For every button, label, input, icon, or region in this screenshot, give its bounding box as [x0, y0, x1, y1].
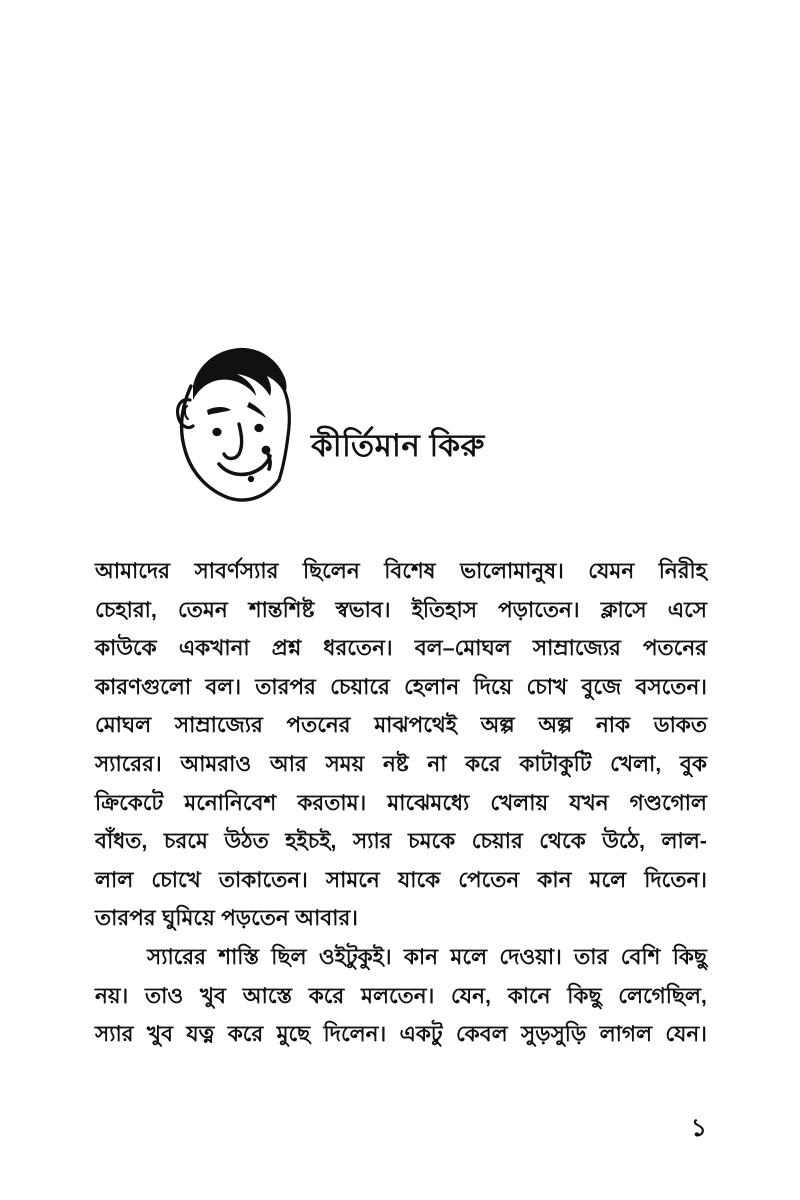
text-word: পড়তেন — [221, 906, 289, 931]
text-word: বল। — [205, 674, 242, 699]
text-word: মাঝেমধ্যে — [387, 790, 470, 815]
text-word: বিশেষ — [384, 559, 436, 583]
text-word: কাটাকুটি — [519, 751, 592, 776]
text-word: প্রশ্ন — [271, 636, 302, 661]
text-word: গণ্ডগোল — [629, 790, 707, 815]
text-word: চেয়ার — [471, 829, 523, 854]
text-word: ক্রিকেটে — [95, 790, 164, 815]
text-word: দিতেন। — [644, 867, 707, 892]
text-word: তারপর — [255, 674, 316, 699]
text-word: তেমন — [178, 597, 228, 622]
text-word: মলে — [450, 944, 487, 969]
text-word: করে — [308, 983, 345, 1008]
text-word: মলতেন। — [361, 983, 435, 1008]
text-word: চোখ — [526, 674, 568, 699]
text-word: শাস্তি — [218, 944, 259, 969]
text-line — [95, 977, 707, 1016]
text-word: নষ্ট — [382, 751, 409, 776]
text-word: কেবল — [455, 1022, 508, 1047]
text-line — [95, 591, 707, 630]
text-line — [95, 668, 707, 707]
text-word: থেকে — [539, 829, 586, 854]
text-word: কাউকে — [95, 636, 157, 661]
text-word: লাল- — [661, 829, 707, 854]
text-word: বাঁধত, — [95, 829, 148, 854]
text-word: সময় — [325, 751, 365, 776]
text-word: বসতেন। — [635, 674, 707, 699]
text-word: স্যারের। — [95, 751, 162, 776]
text-word: যেন, — [451, 983, 491, 1008]
text-word: কিছু — [672, 944, 707, 969]
text-word: ছিলেন — [302, 559, 360, 583]
text-word: কান — [403, 944, 438, 969]
text-word: করে — [227, 1022, 264, 1047]
text-word: শান্তশিষ্ট — [248, 597, 315, 622]
text-word: খেলা, — [610, 751, 662, 776]
text-word: পেতেন — [458, 867, 520, 892]
text-word: চমকে — [408, 829, 456, 854]
text-word: পড়াতেন। — [498, 597, 580, 622]
text-word: চরমে — [163, 829, 208, 854]
text-word: মনোনিবেশ — [184, 790, 277, 815]
text-word: চেহারা, — [95, 597, 157, 622]
text-word: না — [427, 751, 447, 776]
text-word: তাকাতেন। — [218, 867, 308, 892]
text-word: পতনের — [286, 713, 351, 738]
text-word: তাও — [144, 983, 184, 1008]
text-word: সামনে — [325, 867, 380, 892]
text-word: বেশি — [620, 944, 661, 969]
text-word: ওইটুকুই। — [318, 944, 392, 969]
text-word: ক্লাসে — [600, 597, 647, 622]
text-word: বুজে — [581, 674, 622, 699]
text-word: যেন। — [665, 1022, 707, 1047]
text-word: করে — [465, 751, 501, 776]
text-word: নাক — [595, 713, 631, 738]
text-word: মুছে — [276, 1022, 311, 1047]
text-line — [95, 745, 707, 784]
text-word: তারপর — [95, 906, 156, 931]
text-word: স্যারের — [147, 944, 206, 969]
text-word: হইচই, — [285, 829, 337, 854]
text-word: নিরীহ — [658, 559, 707, 583]
text-word: ছিল — [271, 944, 307, 969]
text-word: আস্তে — [242, 983, 292, 1008]
text-word: এসে — [667, 597, 707, 622]
text-word: পতনের — [642, 636, 707, 661]
text-word: ডাকত — [653, 713, 707, 738]
text-word: মোঘল — [95, 713, 152, 738]
text-line — [95, 706, 707, 745]
text-word: স্বভাব। — [335, 597, 391, 622]
text-word: যখন — [569, 790, 609, 815]
text-word: উঠত — [224, 829, 269, 854]
text-word: ভালোমানুষ। — [460, 559, 564, 583]
text-line — [95, 1015, 707, 1054]
text-word: ধরতেন। — [323, 636, 393, 661]
text-line — [95, 552, 707, 591]
text-word: কিছু — [567, 983, 602, 1008]
text-word: যত্ন — [186, 1022, 215, 1047]
text-word: অল্প — [538, 713, 573, 738]
text-word: কানে — [507, 983, 551, 1008]
text-word: লাল — [95, 867, 134, 892]
text-line — [95, 784, 707, 823]
text-word: আমরাও — [180, 751, 252, 776]
text-word: আবার। — [295, 906, 358, 931]
text-word: আমাদের — [95, 559, 171, 583]
text-word: কারণগুলো — [95, 674, 192, 699]
text-word: হেলান — [404, 674, 460, 699]
text-word: দিলেন। — [323, 1022, 387, 1047]
text-word: চেয়ারে — [330, 674, 390, 699]
text-word: একটু — [399, 1022, 443, 1047]
text-word: মলে — [589, 867, 627, 892]
page-number: ১ — [690, 1114, 707, 1142]
text-word: যাকে — [397, 867, 441, 892]
text-line — [95, 938, 707, 977]
text-word: স্যার — [95, 1022, 134, 1047]
text-word: দিয়ে — [473, 674, 513, 699]
text-word: করতাম। — [297, 790, 367, 815]
text-word: খুব — [199, 983, 227, 1008]
text-word: বল–মোঘল — [414, 636, 511, 661]
text-word: লাগল — [599, 1022, 652, 1047]
text-word: অল্প — [480, 713, 515, 738]
text-word: নয়। — [95, 983, 129, 1008]
text-word: তার — [574, 944, 609, 969]
text-word: সুড়সুড়ি — [521, 1022, 587, 1047]
text-word: খুব — [146, 1022, 173, 1047]
caricature-face-line-drawing-icon — [163, 338, 303, 506]
text-word: সাবর্ণস্যার — [194, 559, 279, 583]
text-word: লেগেছিল, — [618, 983, 707, 1008]
text-word: আর — [269, 751, 307, 776]
text-line — [95, 899, 707, 938]
text-word: দেওয়া। — [499, 944, 562, 969]
text-word: উঠে, — [602, 829, 645, 854]
text-word: সাম্রাজ্যের — [174, 713, 263, 738]
text-word: একখানা — [178, 636, 250, 661]
text-line — [95, 629, 707, 668]
chapter-header — [95, 338, 705, 513]
text-word: ইতিহাস — [411, 597, 477, 622]
text-word: চোখে — [151, 867, 201, 892]
text-line — [95, 861, 707, 900]
chapter-title: কীর্তিমান কিরু — [311, 428, 485, 463]
text-word: ঘুমিয়ে — [162, 906, 215, 931]
text-word: সাম্রাজ্যের — [532, 636, 621, 661]
body-text — [95, 552, 707, 1054]
text-word: মাঝপথেই — [374, 713, 457, 738]
text-word: স্যার — [353, 829, 392, 854]
text-word: খেলায় — [490, 790, 549, 815]
text-line — [95, 822, 707, 861]
text-word: কান — [537, 867, 572, 892]
text-word: যেমন — [588, 559, 635, 583]
text-word: বুক — [679, 751, 707, 776]
